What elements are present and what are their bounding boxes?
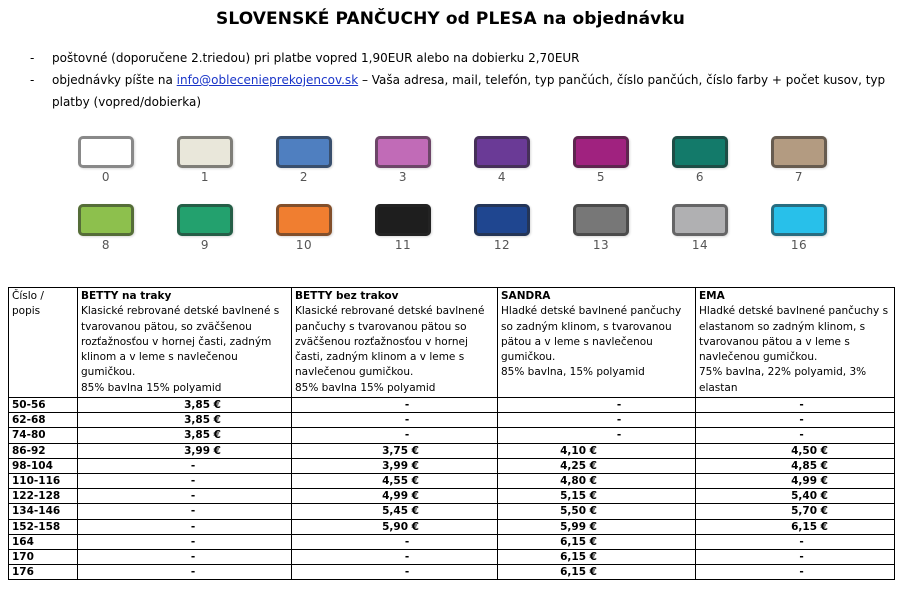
table-row — [9, 519, 895, 534]
price-cell: 5,90 € — [292, 519, 498, 534]
price-unavailable-cell: - — [292, 549, 498, 564]
price-unavailable-cell: - — [498, 413, 696, 428]
bullet-dash: - — [30, 51, 35, 65]
color-swatch-chart — [58, 124, 858, 269]
price-unavailable-cell: - — [696, 565, 895, 580]
price-unavailable-cell: - — [696, 534, 895, 549]
color-number-12: 12 — [493, 238, 511, 252]
product-name: EMA — [699, 290, 725, 302]
price-unavailable-cell: - — [292, 534, 498, 549]
bullet-dash: - — [30, 73, 35, 87]
color-number-16: 16 — [790, 238, 808, 252]
price-unavailable-cell: - — [78, 519, 292, 534]
color-number-8: 8 — [101, 238, 111, 252]
price-unavailable-cell: - — [696, 428, 895, 443]
price-cell: 6,15 € — [498, 534, 696, 549]
price-unavailable-cell: - — [292, 428, 498, 443]
price-cell: 3,85 € — [78, 398, 292, 413]
table-row — [9, 549, 895, 564]
color-swatch-16 — [771, 204, 827, 236]
product-header-betty-traky — [78, 288, 292, 398]
size-cell: 86-92 — [9, 443, 78, 458]
price-cell: 5,40 € — [696, 489, 895, 504]
order-suffix: – Vaša adresa, mail, telefón, typ pančúch, číslo pančúch, číslo farby + počet kusov, typ platby (vopred/dobierka) — [52, 73, 886, 109]
color-number-4: 4 — [497, 170, 507, 184]
postage-info — [30, 47, 890, 69]
color-swatch-2 — [276, 136, 332, 168]
price-unavailable-cell: - — [78, 474, 292, 489]
price-cell: 5,15 € — [498, 489, 696, 504]
color-number-0: 0 — [101, 170, 111, 184]
price-cell: 4,99 € — [696, 474, 895, 489]
product-material: 85% bavlna 15% polyamid — [81, 381, 222, 394]
color-number-5: 5 — [596, 170, 606, 184]
size-cell: 152-158 — [9, 519, 78, 534]
color-swatch-5 — [573, 136, 629, 168]
price-unavailable-cell: - — [78, 549, 292, 564]
price-cell: 6,15 € — [498, 549, 696, 564]
order-email-link[interactable]: info@oblecenieprekojencov.sk — [176, 73, 359, 87]
size-cell: 74-80 — [9, 428, 78, 443]
size-cell: 110-116 — [9, 474, 78, 489]
price-cell: 5,99 € — [498, 519, 696, 534]
table-row — [9, 458, 895, 473]
color-number-6: 6 — [695, 170, 705, 184]
price-cell: 3,75 € — [292, 443, 498, 458]
product-header-ema — [696, 288, 895, 398]
table-row — [9, 413, 895, 428]
price-cell: 5,50 € — [498, 504, 696, 519]
table-row — [9, 443, 895, 458]
price-unavailable-cell: - — [292, 565, 498, 580]
table-row — [9, 398, 895, 413]
table-row — [9, 534, 895, 549]
color-number-10: 10 — [295, 238, 313, 252]
color-swatch-10 — [276, 204, 332, 236]
price-unavailable-cell: - — [78, 458, 292, 473]
product-material: 85% bavlna 15% polyamid — [295, 381, 436, 394]
color-number-13: 13 — [592, 238, 610, 252]
price-cell: 3,85 € — [78, 413, 292, 428]
size-cell: 170 — [9, 549, 78, 564]
color-swatch-9 — [177, 204, 233, 236]
price-unavailable-cell: - — [696, 413, 895, 428]
price-table-body — [9, 398, 895, 580]
size-cell: 50-56 — [9, 398, 78, 413]
price-cell: 4,55 € — [292, 474, 498, 489]
color-number-11: 11 — [394, 238, 412, 252]
price-cell: 4,50 € — [696, 443, 895, 458]
size-cell: 134-146 — [9, 504, 78, 519]
price-cell: 3,85 € — [78, 428, 292, 443]
order-info — [30, 69, 890, 113]
table-row — [9, 474, 895, 489]
color-number-7: 7 — [794, 170, 804, 184]
color-swatch-13 — [573, 204, 629, 236]
product-name: SANDRA — [501, 290, 551, 302]
price-unavailable-cell: - — [696, 549, 895, 564]
size-cell: 98-104 — [9, 458, 78, 473]
product-description: Klasické rebrované detské bavlnené pančuchy s tvarovanou pätou so zväčšenou rozťažnosťou v hornej časti, zadným klinom a v leme s navlečenou gumičkou. — [295, 305, 485, 379]
product-name: BETTY bez trakov — [295, 290, 399, 302]
size-cell: 164 — [9, 534, 78, 549]
color-swatch-0 — [78, 136, 134, 168]
price-cell: 4,85 € — [696, 458, 895, 473]
color-swatch-6 — [672, 136, 728, 168]
price-unavailable-cell: - — [696, 398, 895, 413]
product-material: 75% bavlna, 22% polyamid, 3% elastan — [699, 366, 867, 394]
table-row — [9, 504, 895, 519]
price-cell: 6,15 € — [696, 519, 895, 534]
color-number-1: 1 — [200, 170, 210, 184]
color-swatch-7 — [771, 136, 827, 168]
size-header-line-1: Číslo / — [12, 290, 44, 302]
product-header-sandra — [498, 288, 696, 398]
size-header-line-2: popis — [12, 305, 41, 318]
price-cell: 4,25 € — [498, 458, 696, 473]
table-row — [9, 428, 895, 443]
page-title: SLOVENSKÉ PANČUCHY od PLESA na objednávku — [216, 9, 685, 29]
price-unavailable-cell: - — [292, 413, 498, 428]
price-unavailable-cell: - — [498, 428, 696, 443]
price-unavailable-cell: - — [78, 489, 292, 504]
color-swatch-14 — [672, 204, 728, 236]
price-table — [8, 287, 895, 580]
price-cell: 5,45 € — [292, 504, 498, 519]
price-cell: 6,15 € — [498, 565, 696, 580]
color-swatch-12 — [474, 204, 530, 236]
size-column-header — [9, 288, 78, 398]
info-bullets — [30, 47, 890, 113]
color-number-2: 2 — [299, 170, 309, 184]
color-number-9: 9 — [200, 238, 210, 252]
postage-text: poštovné (doporučene 2.triedou) pri platbe vopred 1,90EUR alebo na dobierku 2,70EUR — [52, 51, 580, 65]
color-swatch-11 — [375, 204, 431, 236]
table-header-row — [9, 288, 895, 398]
color-swatch-8 — [78, 204, 134, 236]
price-unavailable-cell: - — [78, 534, 292, 549]
price-cell: 4,99 € — [292, 489, 498, 504]
price-cell: 4,80 € — [498, 474, 696, 489]
product-description: Hladké detské bavlnené pančuchy s elastanom so zadným klinom, s tvarovanou pätou a v leme s navlečenou gumičkou. — [699, 305, 889, 364]
color-number-3: 3 — [398, 170, 408, 184]
color-number-14: 14 — [691, 238, 709, 252]
price-unavailable-cell: - — [498, 398, 696, 413]
price-unavailable-cell: - — [78, 504, 292, 519]
table-row — [9, 489, 895, 504]
product-description: Hladké detské bavlnené pančuchy so zadným klinom, s tvarovanou pätou a v leme s navlečenou gumičkou. — [501, 305, 682, 364]
price-cell: 3,99 € — [292, 458, 498, 473]
price-cell: 4,10 € — [498, 443, 696, 458]
product-header-betty-bez-trakov — [292, 288, 498, 398]
color-swatch-4 — [474, 136, 530, 168]
price-unavailable-cell: - — [78, 565, 292, 580]
color-swatch-3 — [375, 136, 431, 168]
product-material: 85% bavlna, 15% polyamid — [501, 366, 645, 379]
price-cell: 5,70 € — [696, 504, 895, 519]
size-cell: 176 — [9, 565, 78, 580]
price-unavailable-cell: - — [292, 398, 498, 413]
price-cell: 3,99 € — [78, 443, 292, 458]
size-cell: 122-128 — [9, 489, 78, 504]
table-row — [9, 565, 895, 580]
product-name: BETTY na traky — [81, 290, 172, 302]
size-cell: 62-68 — [9, 413, 78, 428]
product-description: Klasické rebrované detské bavlnené s tvarovanou pätou, so zväčšenou rozťažnosťou v hornej časti, zadným klinom a v leme s navlečenou gumičkou. — [81, 305, 280, 379]
order-prefix: objednávky píšte na — [52, 73, 177, 87]
color-swatch-1 — [177, 136, 233, 168]
